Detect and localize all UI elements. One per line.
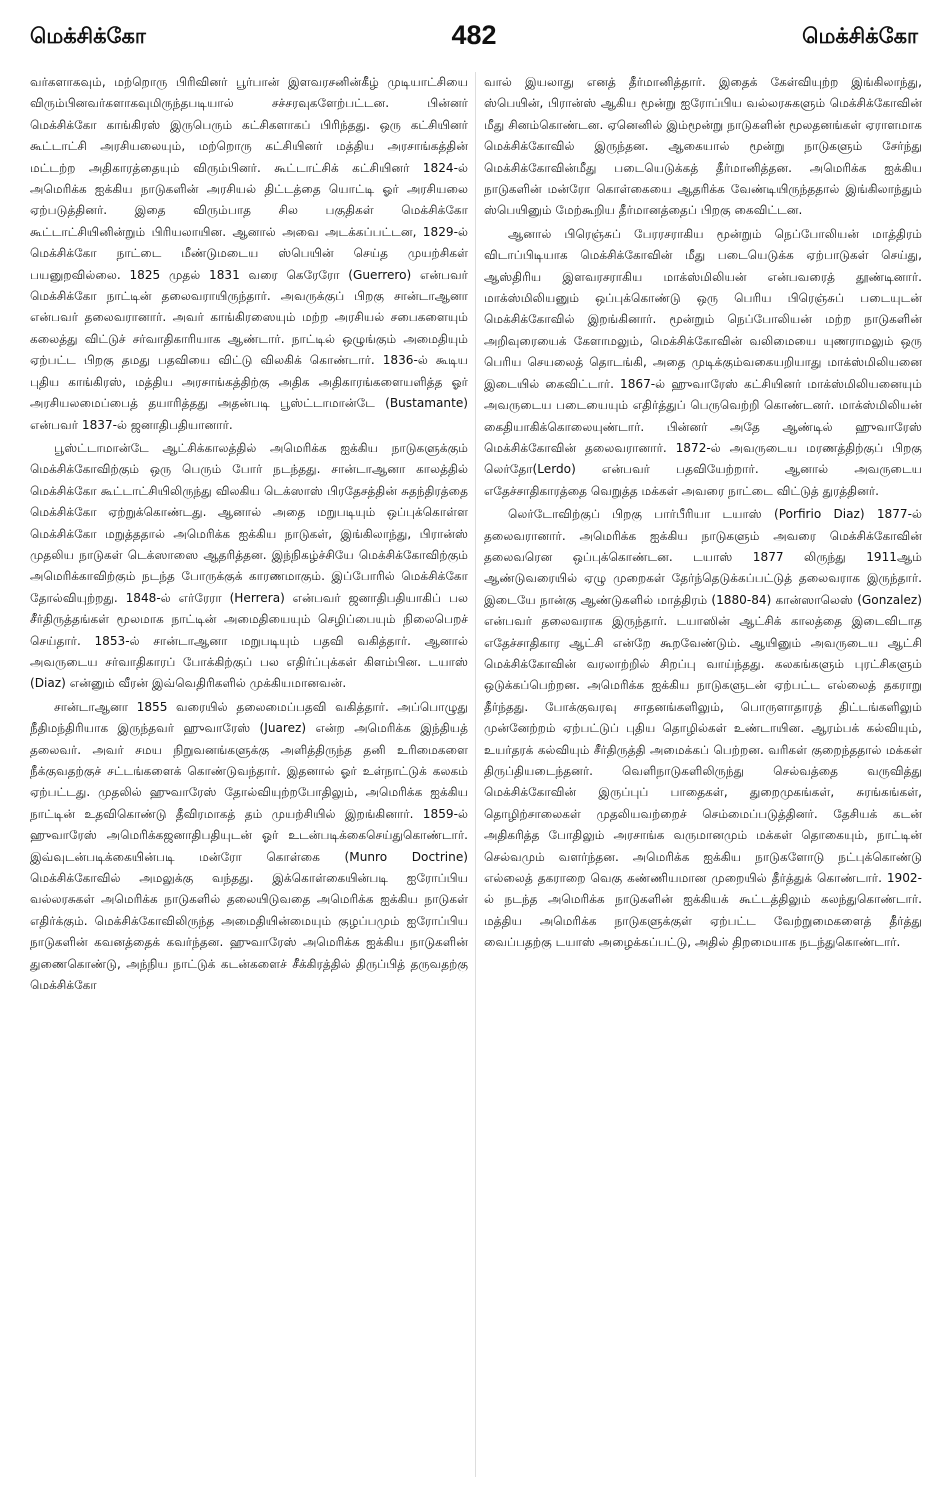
paragraph: ஆனால் பிரெஞ்சுப் பேரரசராகிய மூன்றும் நெப்போலியன் மாத்திரம் விடாப்பிடியாக மெக்சிக்கோவின் மீது படையெடுக்க ஏற்பாடுகள் செய்து, ஆஸ்திரிய இளவரசராகிய மாக்ஸ்மிலியன் என்பவரைத் தூண்டினார். மாக்ஸ்மிலியனும் ஒப்புக்கொண்டு ஒரு பெரிய பிரெஞ்சுப் படையுடன் மெக்சிக்கோவில் இறங்கினார். மூன்றும் நெப்போலியன் மற்ற நாடுகளின் அறிவுரையைக் கேளாமலும், மெக்சிக்கோவின் வலிமையை யுணராமலும் ஒரு பெரிய செயலைத் தொடங்கி, அதை முடிக்கும்வகையறியாது மாக்ஸ்மிலியனை இடையில் கைவிட்டார். 1867-ல் ஹுவாரேஸ் கட்சியினர் மாக்ஸ்மிலியனையும் அவருடைய படையையும் எதிர்த்துப் பெருவெற்றி கொண்டனர். மாக்ஸ்மிலியன் கைதியாகிக்கொலையுண்டார். பின்னர் அதே ஆண்டில் ஹுவாரேஸ் மெக்சிக்கோவின் தலைவரானார். 1872-ல் அவருடைய மரணத்திற்குப் பிறகு லெர்தோ(Lerdo) என்பவர் பதவியேற்றார். ஆனால் அவருடைய எதேச்சாதிகாரத்தை வெறுத்த மக்கள் அவரை நாட்டை விட்டுத் துரத்தினர். xyxy=(484,226,922,498)
paragraph: சான்டாஆனா 1855 வரையில் தலைமைப்பதவி வகித்தார். அப்பொழுது நீதிமந்திரியாக இருந்தவர் ஹுவாரேஸ் (Juarez) என்ற அமெரிக்க இந்தியத் தலைவர். அவர் சமய நிறுவனங்களுக்கு அளித்திருந்த தனி உரிமைகளை நீக்குவதற்குச் சட்டங்களைக் கொண்டுவந்தார். இதனால் ஓர் உள்நாட்டுக் கலகம் ஏற்பட்டது. முதலில் ஹுவாரேஸ் தோல்வியுற்றபோதிலும், அமெரிக்க ஐக்கிய நாட்டின் உதவிகொண்டு தீவிரமாகத் தம் முயற்சியில் இறங்கினார். 1859-ல் ஹுவாரேஸ் அமெரிக்கஜனாதிபதியுடன் ஓர் உடன்படிக்கைசெய்துகொண்டார். இவ்வுடன்படிக்கையின்படி மன்ரோ கொள்கை (Munro Doctrine) மெக்சிக்கோவில் அமலுக்கு வந்தது. இக்கொள்கையின்படி ஐரோப்பிய வல்லரசுகள் அமெரிக்க நாடுகளில் தலையிடுவதை அமெரிக்க ஐக்கிய நாடுகள் எதிர்க்கும். மெக்சிக்கோவிலிருந்த அமைதியின்மையும் குழப்பமும் ஐரோப்பிய நாடுகளின் கவனத்தைக் கவர்ந்தன. ஹுவாரேஸ் அமெரிக்க ஐக்கிய நாடுகளின் துணைகொண்டு, அந்நிய நாட்டுக் கடன்களைச் சீக்கிரத்தில் திருப்பித் தருவதற்கு மெக்சிக்கோ xyxy=(30,699,468,993)
left-column xyxy=(30,72,468,1477)
paragraph: வர்களாகவும், மற்றொரு பிரிவினர் பூர்பான் இளவரசனின்கீழ் முடியாட்சியை விரும்பினவர்களாகவுமிருந்தபடியால் சச்சரவுகளேற்பட்டன. பின்னர் மெக்சிக்கோ காங்கிரஸ் இருபெரும் கட்சிகளாகப் பிரிந்தது. ஒரு கட்சியினர் கூட்டாட்சி அரசியலையும், மற்றொரு கட்சியினர் மத்திய அரசாங்கத்தின் மட்டற்ற அதிகாரத்தையும் விரும்பினர். கூட்டாட்சிக் கட்சியினர் 1824-ல் அமெரிக்க ஐக்கிய நாடுகளின் அரசியல் திட்டத்தை யொட்டி ஓர் அரசியலை ஏற்படுத்தினர். இதை விரும்பாத சில பகுதிகள் மெக்சிக்கோ கூட்டாட்சியினின்றும் பிரியலாயின. ஆனால் அவை அடக்கப்பட்டன, 1829-ல் மெக்சிக்கோ நாட்டை மீண்டுமடைய ஸ்பெயின் செய்த முயற்சிகள் பயனுறவில்லை. 1825 முதல் 1831 வரை கெரேரோ (Guerrero) என்பவர் மெக்சிக்கோ நாட்டின் தலைவராயிருந்தார். அவருக்குப் பிறகு சான்டாஆனா என்பவர் தலைவரானார். அவர் காங்கிரஸையும் மற்ற அரசியல் சபைகளையும் கலைத்து விட்டுச் சர்வாதிகாரியாக ஆண்டார். நாட்டில் ஒழுங்கும் அமைதியும் ஏற்பட்ட பிறகு தமது பதவியை விட்டு விலகிக் கொண்டார். 1836-ல் கூடிய புதிய காங்கிரஸ், மத்திய அரசாங்கத்திற்கு அதிக அதிகாரங்களையளித்த ஓர் அரசியலமைப்பைத் தயாரித்தது அதன்படி பூஸ்ட்டாமான்டே (Bustamante) என்பவர் 1837-ல் ஜனாதிபதியானார். xyxy=(30,75,468,432)
paragraph: லெர்டோவிற்குப் பிறகு பார்பீரியா டயாஸ் (Porfirio Diaz) 1877-ல் தலைவரானார். அமெரிக்க ஐக்கிய நாடுகளும் அவரை மெக்சிக்கோவின் தலைவரென ஒப்புக்கொண்டன. டயாஸ் 1877 லிருந்து 1911ஆம் ஆண்டுவரையில் ஏழு முறைகள் தேர்ந்தெடுக்கப்பட்டுத் தலைவராக இருந்தார். இடையே நான்கு ஆண்டுகளில் மாத்திரம் (1880-84) கான்ஸாலெஸ் (Gonzalez) என்பவர் தலைவராக இருந்தார். டயாஸின் ஆட்சிக் காலத்தை இடைவிடாத எதேச்சாதிகார ஆட்சி என்றே கூறவேண்டும். ஆயினும் அவருடைய ஆட்சி மெக்சிக்கோவின் வரலாற்றில் சிறப்பு வாய்ந்தது. கலகங்களும் புரட்சிகளும் ஒடுக்கப்பெற்றன. அமெரிக்க ஐக்கிய நாடுகளுடன் ஏற்பட்ட எல்லைத் தகராறு தீர்ந்தது. போக்குவரவு சாதனங்களிலும், பொருளாதாரத் திட்டங்களிலும் முன்னேற்றம் ஏற்பட்டுப் புதிய தொழில்கள் உண்டாயின. ஆரம்பக் கல்வியும், உயர்தரக் கல்வியும் சீர்திருத்தி அமைக்கப் பெற்றன. வரிகள் குறைந்ததால் மக்கள் திருப்தியடைந்தனர். வெளிநாடுகளிலிருந்து செல்வத்தை வருவித்து மெக்சிக்கோவின் இருப்புப் பாதைகள், துறைமுகங்கள், சுரங்கங்கள், தொழிற்சாலைகள் முதலியவற்றைச் செம்மைப்படுத்தினர். தேசியக் கடன் அதிகரித்த போதிலும் அரசாங்க வருமானமும் மக்கள் தொகையும், நாட்டின் செல்வமும் வளர்ந்தன. அமெரிக்க ஐக்கிய நாடுகளோடு நட்புக்கொண்டு எல்லைத் தகராறை வெகு கண்ணியமான முறையில் தீர்த்துக் கொண்டார். 1902-ல் நடந்த அமெரிக்க நாடுகளின் ஐக்கியக் கூட்டத்திலும் கலந்துகொண்டார். மத்திய அமெரிக்க நாடுகளுக்குள் ஏற்பட்ட வேற்றுமைகளைத் தீர்த்து வைப்பதற்கு டயாஸ் அழைக்கப்பட்டு, அதில் திறமையாக நடந்துகொண்டார். xyxy=(484,507,922,950)
paragraph: பூஸ்ட்டாமான்டே ஆட்சிக்காலத்தில் அமெரிக்க ஐக்கிய நாடுகளுக்கும் மெக்சிக்கோவிற்கும் ஒரு பெரும் போர் நடந்தது. சான்டாஆனா காலத்தில் மெக்சிக்கோ கூட்டாட்சியிலிருந்து விலகிய டெக்ஸாஸ் பிரதேசத்தின் சுதந்திரத்தை மெக்சிக்கோ ஏற்றுக்கொண்டது. ஆனால் அதை மறுபடியும் ஒப்புக்கொள்ள மெக்சிக்கோ மறுத்ததால் அமெரிக்க ஐக்கிய நாடுகள், இங்கிலாந்து, பிரான்ஸ் முதலிய நாடுகள் டெக்ஸாஸை ஆதரித்தன. இந்நிகழ்ச்சியே மெக்சிக்கோவிற்கும் அமெரிக்காவிற்கும் நடந்த போருக்குக் காரணமாகும். இப்போரில் மெக்சிக்கோ தோல்வியுற்றது. 1848-ல் எர்ரேரா (Herrera) என்பவர் ஜனாதிபதியாகிப் பல சீர்திருத்தங்கள் மூலமாக நாட்டின் அமைதியையும் செழிப்பையும் நிலைபெறச் செய்தார். 1853-ல் சான்டாஆனா மறுபடியும் பதவி வகித்தார். ஆனால் அவருடைய சர்வாதிகாரப் போக்கிற்குப் பல எதிர்ப்புக்கள் கிளம்பின. டயாஸ் (Diaz) என்னும் வீரன் இவ்வெதிரிகளில் முக்கியமானவன். xyxy=(30,440,468,691)
page-header xyxy=(30,20,918,60)
right-column xyxy=(484,72,922,1477)
paragraph: வால் இயலாது எனத் தீர்மானித்தார். இதைக் கேள்வியுற்ற இங்கிலாந்து, ஸ்பெயின், பிரான்ஸ் ஆகிய மூன்று ஐரோப்பிய வல்லரசுகளும் மெக்சிக்கோவின் மீது சினம்கொண்டன. ஏனெனில் இம்மூன்று நாடுகளின் மூலதனங்கள் ஏராளமாக மெக்சிக்கோவில் இருந்தன. ஆகையால் மூன்று நாடுகளும் சேர்ந்து மெக்சிக்கோவின்மீது படையெடுக்கத் தீர்மானித்தன. அமெரிக்க ஐக்கிய நாடுகளின் மன்ரோ கொள்கையை ஆதரிக்க வேண்டியிருந்ததால் இங்கிலாந்தும் ஸ்பெயினும் மேற்கூறிய தீர்மானத்தைப் பிறகு கைவிட்டன. xyxy=(484,75,922,218)
running-title-left: மெக்சிக்கோ xyxy=(30,24,146,48)
page-number: 482 xyxy=(451,20,497,50)
column-divider xyxy=(475,72,476,1477)
running-title-right: மெக்சிக்கோ xyxy=(802,24,918,48)
